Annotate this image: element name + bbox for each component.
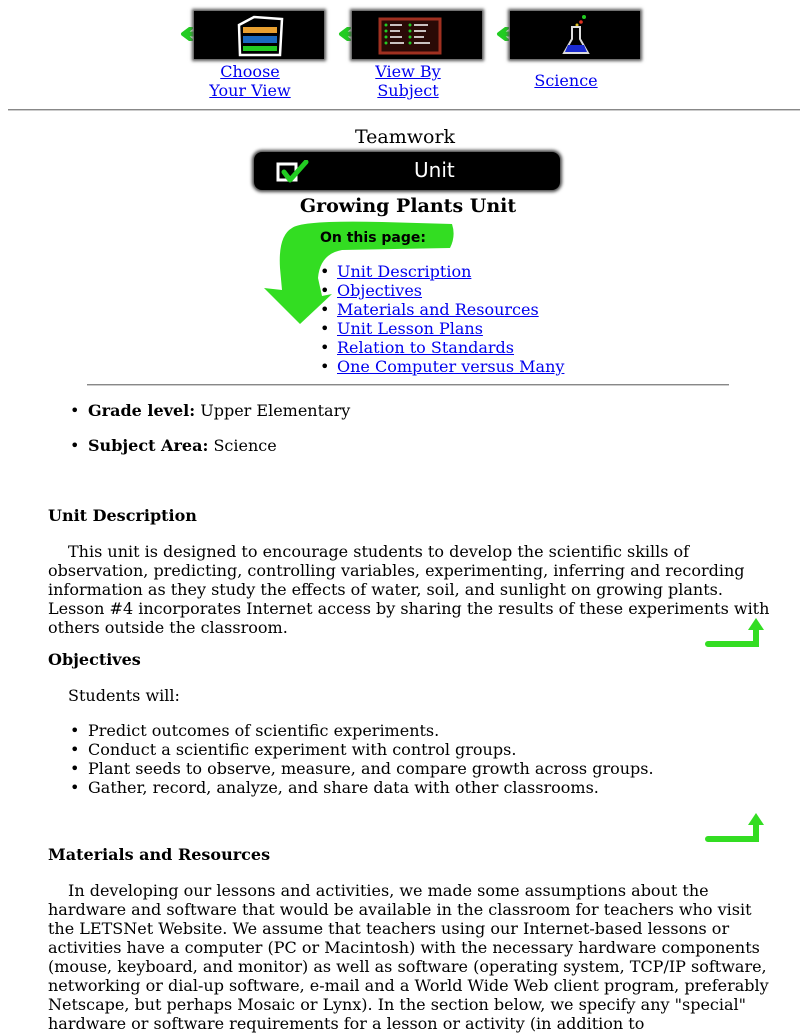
section-heading: Unit Description: [48, 506, 197, 525]
objective-item: • Conduct a scientific experiment with control groups.: [88, 740, 654, 759]
horizontal-rule: [87, 384, 729, 386]
toc-link-unit-description[interactable]: Unit Description: [337, 262, 472, 281]
nav-view-by-subject[interactable]: [328, 8, 488, 100]
section-text: This unit is designed to encourage students to develop the scientific skills of observation, predicting, controlling variables, experimenting, inferring and recording information as they study the effects of water, soil, and sunlight on growing plants. Lesson #4 incorporates Internet access by sharing the results of these experiments with others outside the classroom.: [48, 542, 770, 637]
toc-link-standards[interactable]: Relation to Standards: [337, 338, 515, 357]
chalkboard: [510, 11, 640, 59]
chalkboard: [194, 11, 324, 59]
objective-item: • Plant seeds to observe, measure, and compare growth across groups.: [88, 759, 654, 778]
objectives-list: [88, 721, 654, 797]
nav-science[interactable]: [486, 8, 646, 90]
page-title: Growing Plants Unit: [299, 195, 517, 217]
on-this-page-heading: On this page:: [320, 230, 426, 246]
toc-item: [337, 338, 564, 357]
back-to-top-arrow-icon[interactable]: [704, 616, 768, 650]
section-heading: Materials and Resources: [48, 845, 271, 864]
toc-link-lesson-plans[interactable]: Unit Lesson Plans: [337, 319, 483, 338]
objectives-section: [48, 650, 778, 705]
top-navigation: [0, 8, 800, 104]
checkbox-checked-icon: [276, 160, 310, 184]
nav-image-view-by-subject[interactable]: [328, 8, 488, 62]
layers-board-icon: [194, 11, 324, 59]
nav-link-view-by-subject[interactable]: View By Subject: [375, 62, 441, 100]
toc-item: [337, 262, 564, 281]
unit-badge: [254, 152, 560, 190]
toc-item: [337, 281, 564, 300]
toc-link-objectives[interactable]: Objectives: [337, 281, 423, 300]
section-heading: Objectives: [48, 650, 141, 669]
subject-area: • Subject Area: Science: [88, 435, 350, 457]
unit-badge-label: Unit: [414, 158, 455, 182]
toc-link-materials[interactable]: Materials and Resources: [337, 300, 539, 319]
objective-item: • Predict outcomes of scientific experiments.: [88, 721, 654, 740]
unit-meta: [88, 400, 350, 470]
nav-image-choose-your-view[interactable]: [170, 8, 330, 62]
nav-link-choose-your-view[interactable]: Choose Your View: [209, 62, 291, 100]
unit-description-section: [48, 506, 778, 637]
table-of-contents: [337, 262, 564, 376]
back-to-top-arrow-icon[interactable]: [704, 811, 768, 845]
toc-item: [337, 300, 564, 319]
subject-list-board-icon: [352, 11, 482, 59]
objective-item: • Gather, record, analyze, and share data with other classrooms.: [88, 778, 654, 797]
nav-image-science[interactable]: [486, 8, 646, 62]
nav-choose-your-view[interactable]: [170, 8, 330, 100]
category-label: Teamwork: [354, 126, 456, 148]
flask-icon: [510, 11, 640, 59]
toc-link-one-computer[interactable]: One Computer versus Many: [337, 357, 565, 376]
grade-level: • Grade level: Upper Elementary: [88, 400, 350, 422]
toc-item: [337, 357, 564, 376]
section-text: In developing our lessons and activities, we made some assumptions about the hardware and software that would be available in the classroom for teachers who visit the LETSNet Website. We assume that teachers using our Internet-based lessons or activities have a computer (PC or Macintosh) with the necessary hardware components (mouse, keyboard, and monitor) as well as software (operating system, TCP/IP software, networking or dial-up software, e-mail and a World Wide Web client program, preferably Netscape, but perhaps Mosaic or Lynx). In the section below, we specify any "special" hardware or software requirements for a lesson or activity (in addition to: [48, 881, 769, 1033]
objectives-intro: Students will:: [68, 686, 180, 705]
toc-item: [337, 319, 564, 338]
chalkboard: [352, 11, 482, 59]
horizontal-rule: [8, 109, 800, 111]
materials-section: [48, 845, 778, 1033]
nav-link-science[interactable]: Science: [534, 71, 598, 90]
